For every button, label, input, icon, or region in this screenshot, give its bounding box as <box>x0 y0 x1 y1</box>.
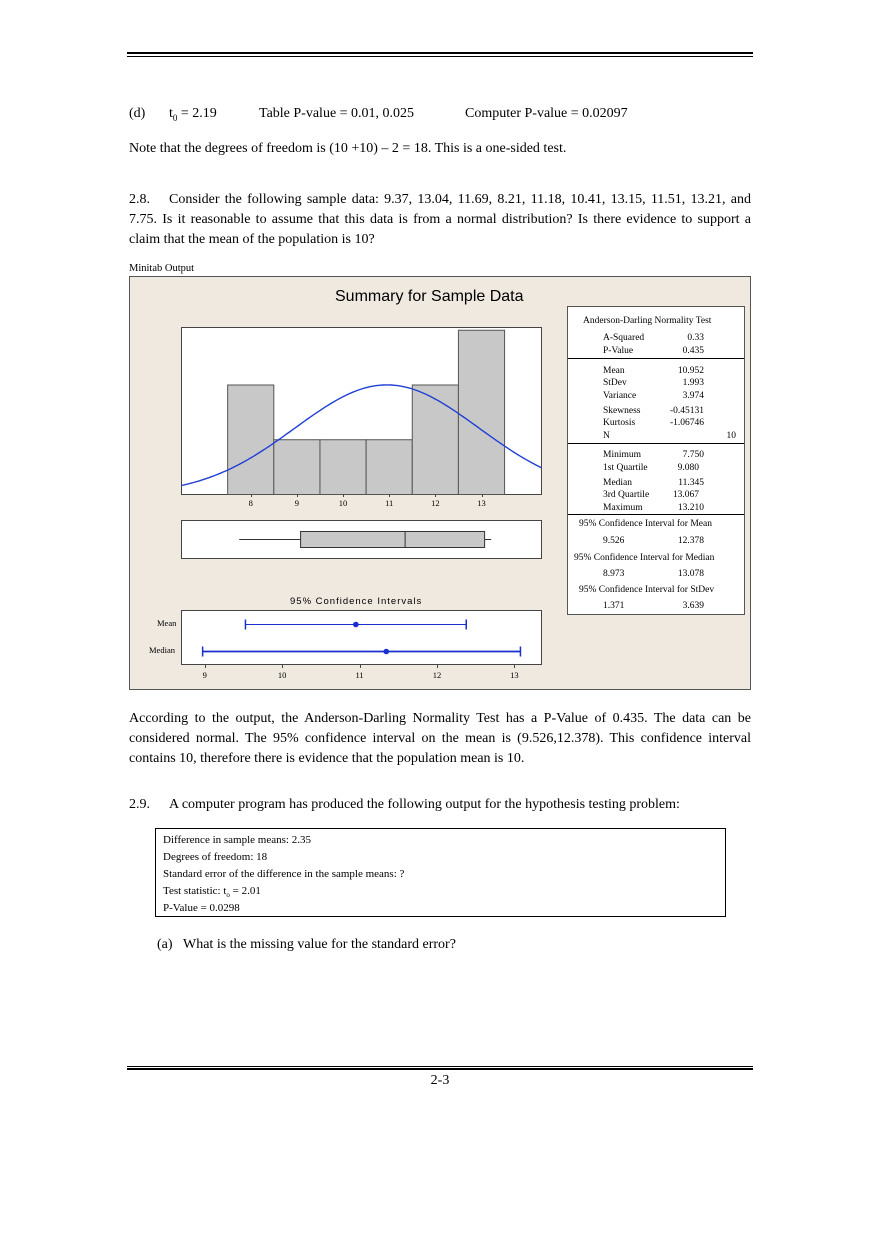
skewness-label: Skewness <box>603 406 641 416</box>
output-box <box>155 828 726 917</box>
problem-2-8-text: Consider the following sample data: 9.37, 13.04, 11.69, 8.21, 11.18, 10.41, 13.15, 11.51, 13.21, and 7.75. Is it reasonable to assume that this data is from a normal distribution? Is there evidence to support a claim that the mean of the population is 10? <box>129 192 751 247</box>
conclusion-text: According to the output, the Anderson-Darling Normality Test has a P-Value of 0.435. The data can be considered normal. The 95% confidence interval on the mean is (9.526,12.378). This confidence interval contains 10, therefore there is evidence that the population mean is 10. <box>129 711 751 766</box>
header-rule-thick <box>127 52 753 54</box>
ci-median-low: 8.973 <box>603 569 625 579</box>
page-number: 2-3 <box>430 1073 450 1088</box>
t-subscript: 0 <box>172 112 178 123</box>
p-value-value: 0.435 <box>682 346 704 356</box>
variance-label: Variance <box>603 391 637 401</box>
problem-2-8 <box>129 190 751 250</box>
ci-stdev-low: 1.371 <box>603 601 625 611</box>
ci-tick-mark-12 <box>437 665 438 668</box>
a-squared-label: A-Squared <box>603 333 645 343</box>
histogram-tick-11: 11 <box>385 498 394 508</box>
mean-value: 10.952 <box>677 366 704 376</box>
part-d-t-statistic <box>169 104 217 128</box>
ci-median-high: 13.078 <box>677 569 704 579</box>
q3-label: 3rd Quartile <box>603 490 650 500</box>
output-line-std-error: Standard error of the difference in the sample means: ? <box>163 868 405 880</box>
histogram-tick-9: 9 <box>294 498 299 508</box>
part-d-computer-p: Computer P-value = 0.02097 <box>465 106 628 121</box>
stats-divider-3 <box>568 514 744 515</box>
histogram-tick-8: 8 <box>248 498 253 508</box>
median-value: 11.345 <box>678 478 704 488</box>
n-value: 10 <box>726 431 736 441</box>
maximum-label: Maximum <box>603 503 643 513</box>
test-statistic-suffix: = 2.01 <box>229 885 261 897</box>
summary-title: Summary for Sample Data <box>335 288 524 305</box>
header-rule-thin <box>127 56 753 57</box>
histogram-tick-12: 12 <box>431 498 440 508</box>
histogram-bar-9 <box>274 440 320 495</box>
a-squared-value: 0.33 <box>687 333 704 343</box>
note-text: Note that the degrees of freedom is (10 +10) – 2 = 18. This is a one-sided test. <box>129 141 567 156</box>
box-plot <box>181 520 543 559</box>
ci-chart-frame <box>182 611 542 665</box>
ci-tick-mark-11 <box>360 665 361 668</box>
ci-tick-13: 13 <box>510 670 519 680</box>
ci-row-label-median: Median <box>149 645 175 655</box>
histogram-bar-11 <box>366 440 412 495</box>
minitab-panel <box>129 276 751 690</box>
skewness-value: -0.45131 <box>669 406 704 416</box>
ci-tick-mark-9 <box>205 665 206 668</box>
part-d-table-p: Table P-value = 0.01, 0.025 <box>259 106 415 121</box>
maximum-value: 13.210 <box>677 503 704 513</box>
median-label: Median <box>603 478 633 488</box>
output-line-test-statistic <box>163 885 261 899</box>
part-a-label: (a) <box>157 937 173 952</box>
output-line-p-value: P-Value = 0.0298 <box>163 902 240 914</box>
problem-2-9-number: 2.9. <box>129 797 150 812</box>
ci-stdev-high: 3.639 <box>682 601 704 611</box>
q1-label: 1st Quartile <box>603 463 648 473</box>
ci-stdev-title: 95% Confidence Interval for StDev <box>579 585 715 595</box>
footer-rule-thin <box>127 1066 753 1067</box>
stats-divider-1 <box>568 358 744 359</box>
histogram-tick-mark-10 <box>343 494 344 497</box>
histogram-tick-mark-13 <box>482 494 483 497</box>
histogram-bar-13 <box>458 330 504 494</box>
ci-tick-11: 11 <box>355 670 364 680</box>
ci-tick-9: 9 <box>202 670 207 680</box>
output-line-df: Degrees of freedom: 18 <box>163 851 268 863</box>
histogram-tick-13: 13 <box>477 498 486 508</box>
n-label: N <box>603 431 610 441</box>
box-iqr <box>301 532 485 548</box>
variance-value: 3.974 <box>682 391 704 401</box>
p-value-label: P-Value <box>603 346 634 356</box>
minimum-value: 7.750 <box>682 450 704 460</box>
ci-mean-title: 95% Confidence Interval for Mean <box>579 519 712 529</box>
minimum-label: Minimum <box>603 450 642 460</box>
t-symbol: t <box>169 106 173 121</box>
ci-mean-estimate <box>353 622 359 628</box>
test-statistic-prefix: Test statistic: t <box>163 885 227 897</box>
ci-chart <box>181 610 543 667</box>
test-statistic-sub: o <box>226 891 230 900</box>
t-value: = 2.19 <box>180 106 217 121</box>
ci-tick-12: 12 <box>432 670 442 680</box>
q1-value: 9.080 <box>677 463 699 473</box>
ci-median-title: 95% Confidence Interval for Median <box>574 553 715 563</box>
stats-divider-2 <box>568 443 744 444</box>
kurtosis-label: Kurtosis <box>603 418 636 428</box>
ci-mean-high: 12.378 <box>677 536 704 546</box>
problem-2-9-text: A computer program has produced the following output for the hypothesis testing problem: <box>169 797 680 812</box>
part-a-text: What is the missing value for the standard error? <box>183 937 456 952</box>
problem-2-8-number: 2.8. <box>129 192 150 207</box>
ci-chart-title: 95% Confidence Intervals <box>290 596 423 607</box>
ci-tick-mark-10 <box>282 665 283 668</box>
histogram <box>181 327 543 495</box>
minitab-label: Minitab Output <box>129 263 195 274</box>
histogram-bar-10 <box>320 440 366 495</box>
ci-tick-10: 10 <box>277 670 287 680</box>
histogram-tick-mark-12 <box>435 494 436 497</box>
ad-title: Anderson-Darling Normality Test <box>583 316 712 326</box>
histogram-tick-mark-9 <box>297 494 298 497</box>
histogram-tick-mark-11 <box>389 494 390 497</box>
stdev-value: 1.993 <box>682 378 704 388</box>
ci-median-estimate <box>383 649 389 655</box>
ci-tick-mark-13 <box>514 665 515 668</box>
ci-row-label-mean: Mean <box>157 618 177 628</box>
histogram-bar-8 <box>228 385 274 495</box>
stats-panel <box>567 306 745 615</box>
histogram-tick-10: 10 <box>338 498 348 508</box>
footer-rule-thick <box>127 1068 753 1070</box>
q3-value: 13.067 <box>672 490 699 500</box>
kurtosis-value: -1.06746 <box>669 418 704 428</box>
histogram-bar-12 <box>412 385 458 495</box>
ci-mean-low: 9.526 <box>603 536 625 546</box>
mean-label: Mean <box>603 366 625 376</box>
stdev-label: StDev <box>603 378 627 388</box>
part-d-label: (d) <box>129 106 146 121</box>
histogram-tick-mark-8 <box>251 494 252 497</box>
output-line-difference: Difference in sample means: 2.35 <box>163 834 311 846</box>
